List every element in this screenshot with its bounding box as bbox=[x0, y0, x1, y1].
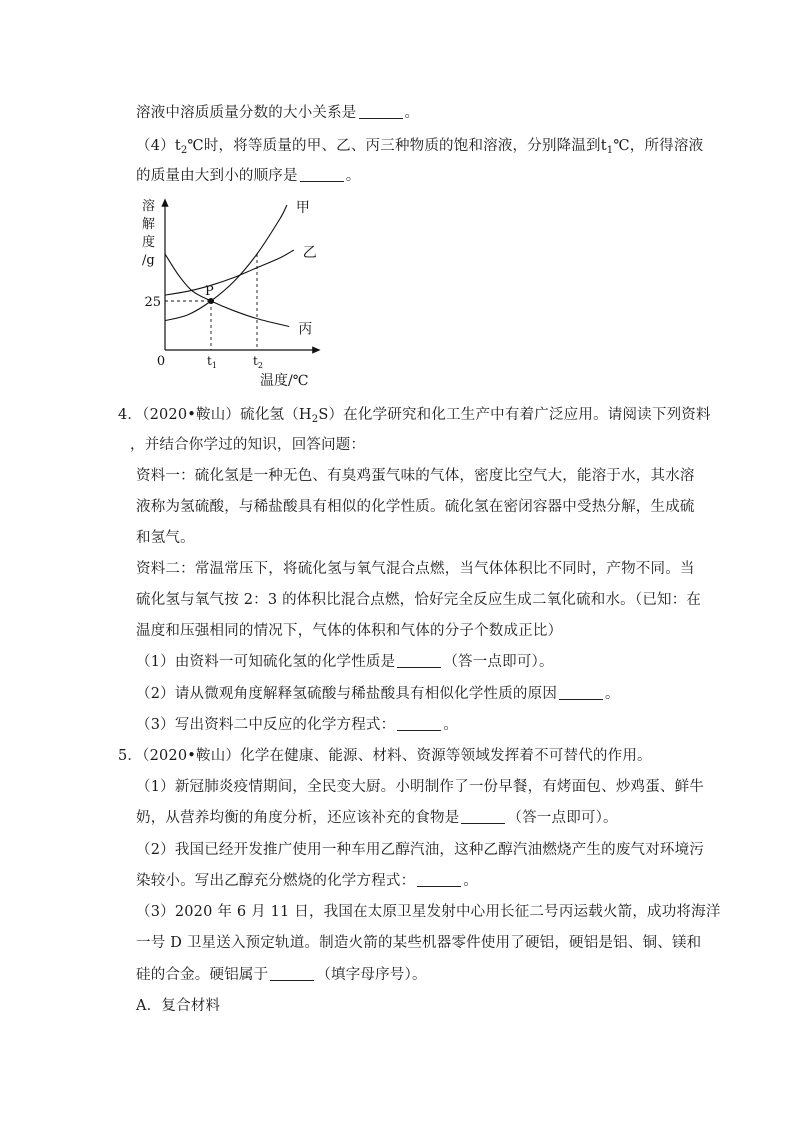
series-line-乙 bbox=[165, 250, 294, 295]
q5-subquestion-3-line3: 硅的合金。硬铝属于 （填字母序号）。 bbox=[136, 967, 427, 983]
y-axis-label-char: 度 bbox=[142, 235, 156, 250]
q3-part4-line2: 的质量由大到小的顺序是 。 bbox=[136, 168, 361, 184]
y-axis-label-char: 溶 bbox=[142, 199, 156, 214]
answer-blank[interactable] bbox=[461, 809, 505, 824]
x-tick-sub: 1 bbox=[211, 361, 217, 370]
q5-subquestion-3-line1: （3）2020 年 6 月 11 日，我国在太原卫星发射中心用长征二号丙运载火箭，成功将海洋 bbox=[136, 904, 721, 920]
q4-heading-line2: ，并结合你学过的知识，回答问题： bbox=[130, 437, 366, 453]
answer-blank[interactable] bbox=[417, 872, 461, 887]
solubility-chart bbox=[130, 196, 330, 392]
answer-blank[interactable] bbox=[270, 966, 314, 981]
q4-material1-line3: 和氢气。 bbox=[136, 530, 195, 546]
series-label-乙: 乙 bbox=[302, 245, 317, 262]
answer-blank[interactable] bbox=[300, 167, 344, 182]
q4-subquestion-1: （1）由资料一可知硫化氢的化学性质是 （答一点即可）。 bbox=[136, 654, 554, 670]
q4-material2-line2: 硫化氢与氧气按 2：3 的体积比混合点燃，恰好完全反应生成二氧化硫和水。（已知：在 bbox=[136, 592, 702, 608]
y-tick-label: 25 bbox=[144, 295, 161, 310]
series-label-甲: 甲 bbox=[295, 199, 310, 216]
x-axis-label: 温度/℃ bbox=[260, 373, 309, 389]
x-tick-label-t2: $t_2$ bbox=[253, 354, 263, 370]
x-tick-sub: 2 bbox=[257, 361, 263, 370]
q4-heading: 4．（2020•鞍山）硫化氢$(H_2S)$在化学研究和化工生产中有着广泛应用。请阅读下列资料 bbox=[118, 407, 711, 425]
y-axis-label-char: 解 bbox=[142, 217, 156, 232]
q5-subquestion-2-line1: （2）我国已经开发推广使用一种车用乙醇汽油，这种乙醇汽油燃烧产生的废气对环境污 bbox=[136, 842, 705, 858]
q5-subquestion-2-line2: 染较小。写出乙醇充分燃烧的化学方程式： 。 bbox=[136, 873, 479, 889]
q3-part4-line1: $(4)t_2℃$时，将等质量的甲、乙、丙三种物质的饱和溶液，分别降温到$t_1℃$，所得溶液 bbox=[136, 138, 704, 156]
answer-blank[interactable] bbox=[359, 104, 403, 119]
series-line-丙 bbox=[165, 254, 289, 327]
answer-blank[interactable] bbox=[559, 685, 603, 700]
q5-subquestion-1-line2: 奶，从营养均衡的角度分析，还应该补充的食物是 （答一点即可）。 bbox=[136, 810, 618, 826]
x-tick-label-t1: $t_1$ bbox=[207, 354, 217, 370]
y-axis-label-char: /g bbox=[142, 253, 155, 268]
q4-subquestion-2: （2）请从微观角度解释氢硫酸与稀盐酸具有相似化学性质的原因 。 bbox=[136, 686, 620, 702]
q4-material1-line1: 资料一：硫化氢是一种无色、有臭鸡蛋气味的气体，密度比空气大，能溶于水，其水溶 bbox=[136, 468, 695, 484]
q3-line-solute-fraction: 溶液中溶质质量分数的大小关系是 。 bbox=[136, 105, 420, 121]
q4-material2-line1: 资料二：常温常压下，将硫化氢与氧气混合点燃，当气体体积比不同时，产物不同。当 bbox=[136, 561, 695, 577]
q4-subquestion-3: （3）写出资料二中反应的化学方程式： 。 bbox=[136, 717, 459, 733]
y-axis-label bbox=[142, 198, 155, 268]
point-label-p: P bbox=[205, 284, 214, 299]
answer-blank[interactable] bbox=[397, 716, 441, 731]
q5-option-a[interactable]: A．复合材料 bbox=[136, 998, 221, 1014]
q5-heading: 5．（2020•鞍山）化学在健康、能源、材料、资源等领域发挥着不可替代的作用。 bbox=[118, 748, 652, 764]
q5-subquestion-1-line1: （1）新冠肺炎疫情期间，全民变大厨。小明制作了一份早餐，有烤面包、炒鸡蛋、鲜牛 bbox=[136, 779, 705, 795]
q4-material1-line2: 液称为氢硫酸，与稀盐酸具有相似的化学性质。硫化氢在密闭容器中受热分解，生成硫 bbox=[136, 499, 695, 515]
answer-blank[interactable] bbox=[397, 653, 441, 668]
series-label-丙: 丙 bbox=[298, 321, 313, 338]
q5-subquestion-3-line2: 一号 D 卫星送入预定轨道。制造火箭的某些机器零件使用了硬铝，硬铝是铝、铜、镁和 bbox=[136, 935, 702, 951]
q4-material2-line3: 温度和压强相同的情况下，气体的体积和气体的分子个数成正比） bbox=[136, 623, 563, 639]
origin-label: 0 bbox=[156, 354, 166, 369]
